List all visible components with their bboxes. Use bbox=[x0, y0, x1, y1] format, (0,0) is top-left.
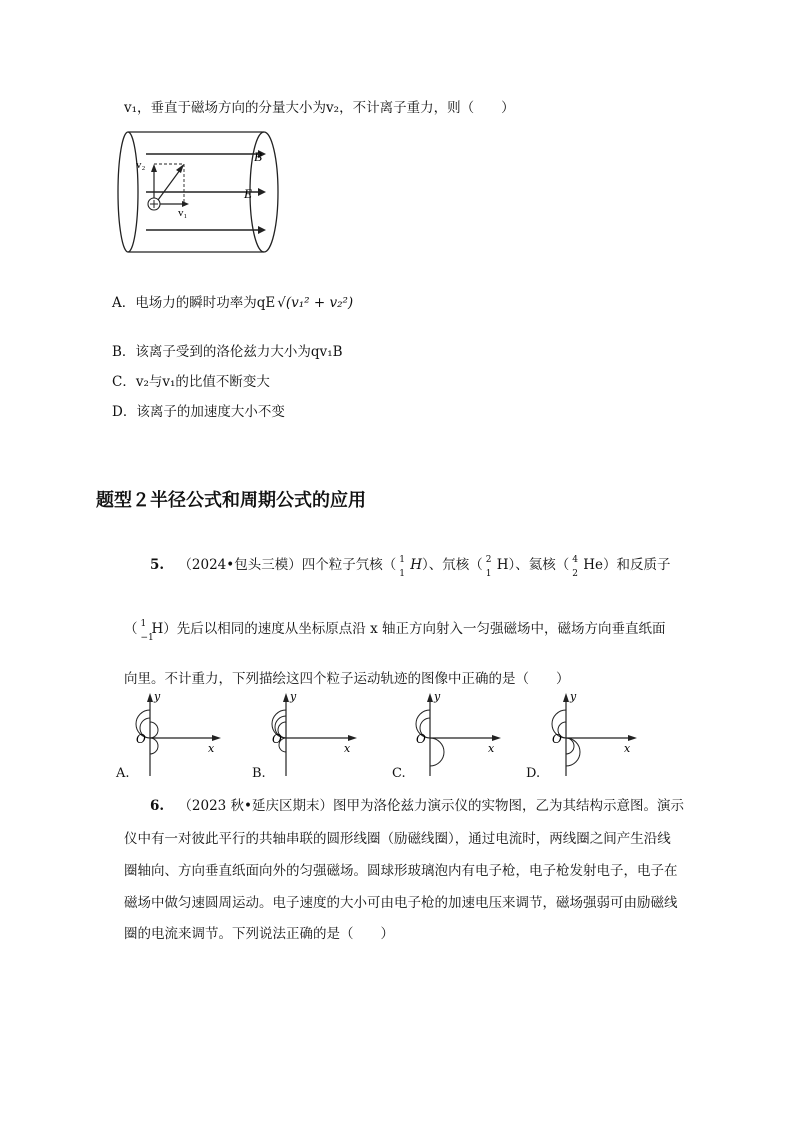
nuclide-helium: 4 2 bbox=[572, 554, 579, 579]
section-heading: 题型２半径公式和周期公式的应用 bbox=[96, 490, 366, 511]
label-v2: v₂ bbox=[136, 159, 146, 171]
q6-line2: 仪中有一对彼此平行的共轴串联的圆形线圈（励磁线圈），通过电流时，两线圈之间产生沿线 bbox=[124, 831, 671, 847]
label-e: E bbox=[244, 186, 252, 201]
label-b: B bbox=[254, 149, 262, 164]
q5-text-b: ）、氘核（ bbox=[422, 557, 483, 573]
origin-a: O bbox=[136, 732, 146, 746]
option-d[interactable]: D．该离子的加速度大小不变 bbox=[112, 404, 285, 420]
axis-x-d: x bbox=[624, 742, 631, 755]
protium-symbol: H bbox=[410, 557, 422, 573]
q5-text-c: ）、氦核（ bbox=[508, 557, 570, 573]
q5-option-b[interactable]: B. bbox=[252, 766, 266, 781]
q5-option-d[interactable]: D. bbox=[526, 766, 541, 781]
q6-number: 6. bbox=[150, 798, 165, 814]
axis-x-a: x bbox=[208, 742, 215, 755]
q5-option-c[interactable]: C. bbox=[392, 766, 406, 781]
nuclide-protium: 1 1 bbox=[399, 554, 405, 579]
q5-option-a[interactable]: A. bbox=[116, 766, 130, 781]
q6-text-1: （2023 秋•延庆区期末）图甲为洛伦兹力演示仪的实物图，乙为其结构示意图。演示 bbox=[178, 798, 685, 814]
option-a-formula: √(v₁² + v₂²) bbox=[277, 295, 354, 311]
deuterium-symbol: H bbox=[496, 557, 509, 573]
question-stem-continuation: v₁，垂直于磁场方向的分量大小为v₂，不计离子重力，则（ ） bbox=[124, 100, 515, 116]
q6-line4: 磁场中做匀速圆周运动。电子速度的大小可由电子枪的加速电压来调节，磁场强弱可由励磁线 bbox=[124, 895, 678, 911]
option-c[interactable]: C．v₂与v₁的比值不断变大 bbox=[112, 374, 270, 390]
helium-symbol: He bbox=[583, 557, 604, 573]
q6-line5: 圈的电流来调节。下列说法正确的是（ ） bbox=[124, 926, 394, 942]
q5-number: 5. bbox=[150, 557, 165, 573]
origin-d: O bbox=[552, 732, 562, 746]
axis-x-c: x bbox=[488, 742, 495, 755]
axis-y-a: y bbox=[154, 690, 161, 703]
q5-line2 bbox=[124, 617, 666, 643]
diagram-c bbox=[416, 690, 501, 776]
antiproton-symbol: H bbox=[151, 621, 164, 637]
axis-y-d: y bbox=[570, 690, 577, 703]
origin-b: O bbox=[272, 732, 282, 746]
nuclide-deuterium: 2 1 bbox=[485, 554, 492, 579]
q5-line1 bbox=[150, 553, 671, 579]
q6-line1 bbox=[150, 794, 684, 814]
diagram-d bbox=[552, 690, 637, 776]
q5-paren: （ bbox=[124, 621, 138, 637]
cylinder-field-diagram bbox=[116, 124, 286, 260]
diagram-a bbox=[136, 690, 221, 776]
q5-text-line2: ）先后以相同的速度从坐标原点沿 x 轴正方向射入一匀强磁场中，磁场方向垂直纸面 bbox=[163, 621, 666, 637]
q5-line3: 向里。不计重力，下列描绘这四个粒子运动轨迹的图像中正确的是（ ） bbox=[124, 671, 570, 687]
diagram-b bbox=[272, 690, 357, 776]
option-a[interactable] bbox=[112, 291, 353, 311]
option-a-text: A．电场力的瞬时功率为qE bbox=[112, 295, 276, 311]
origin-c: O bbox=[416, 732, 426, 746]
nuclide-antiproton: 1 −1 bbox=[140, 618, 154, 643]
q5-text-a: （2024•包头三模）四个粒子氕核（ bbox=[178, 557, 397, 573]
q6-line3: 圈轴向、方向垂直纸面向外的匀强磁场。圆球形玻璃泡内有电子枪，电子枪发射电子，电子在 bbox=[124, 863, 678, 879]
option-b[interactable]: B．该离子受到的洛伦兹力大小为qv₁B bbox=[112, 344, 343, 360]
axis-y-b: y bbox=[290, 690, 297, 703]
axis-y-c: y bbox=[434, 690, 441, 703]
label-v1: v₁ bbox=[178, 207, 188, 219]
axis-x-b: x bbox=[344, 742, 351, 755]
q5-text-d: ）和反质子 bbox=[603, 557, 671, 573]
